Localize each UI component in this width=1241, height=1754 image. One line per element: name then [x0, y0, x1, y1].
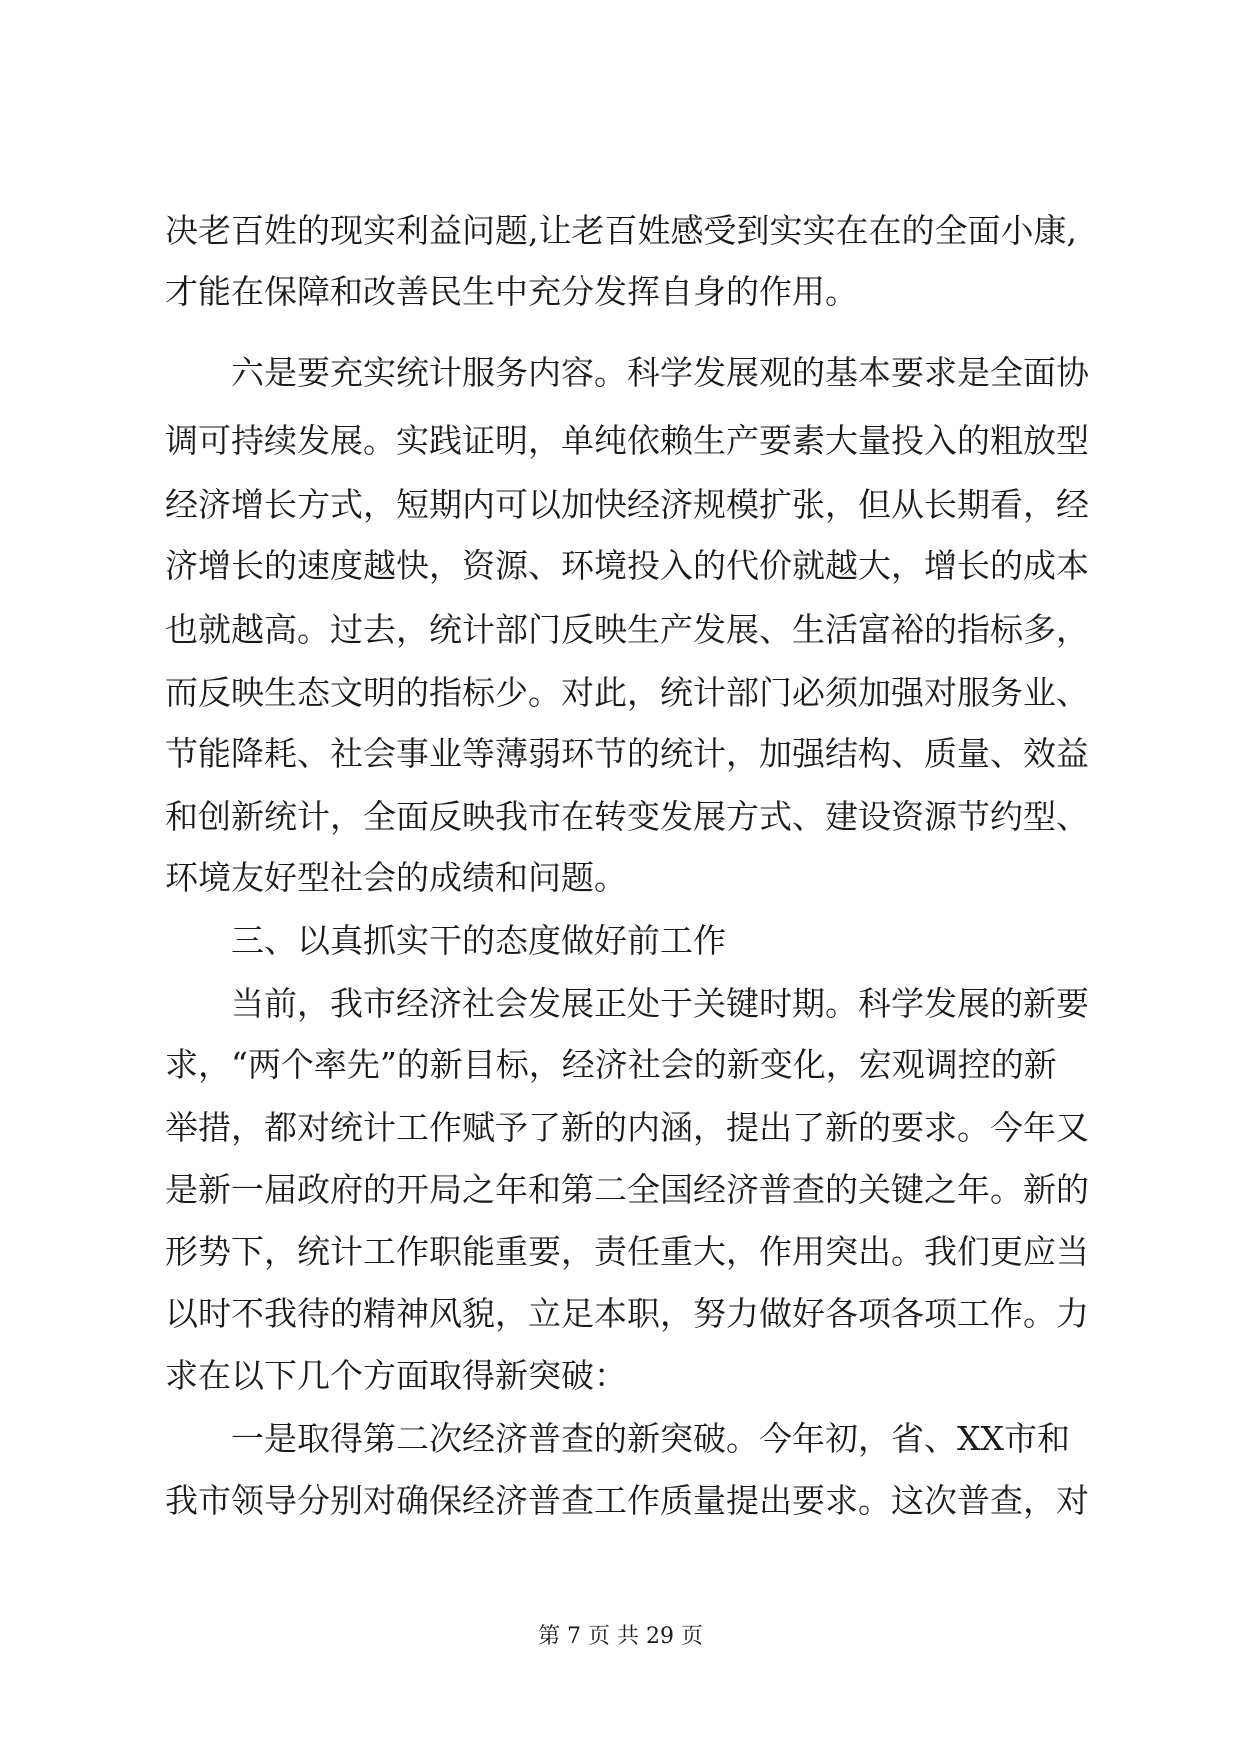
- line-text: 我市领导分别对确保经济普查工作质量提出要求。这次普查，对: [165, 1481, 1089, 1520]
- paragraph-start-line: [0, 343, 1241, 403]
- text-line: [0, 848, 1241, 908]
- text-line: [0, 475, 1241, 535]
- line-text: 才能在保障和改善民生中充分发挥自身的作用。: [165, 272, 858, 311]
- line-text: 是新一届政府的开局之年和第二全国经济普查的关键之年。新的: [165, 1170, 1089, 1209]
- line-text: 节能降耗、社会事业等薄弱环节的统计，加强结构、质量、效益: [165, 734, 1089, 773]
- text-line: [0, 1222, 1241, 1282]
- line-text: 也就越高。过去，统计部门反映生产发展、生活富裕的指标多，: [165, 610, 1089, 649]
- text-line: [0, 1035, 1241, 1095]
- line-text: 一是取得第二次经济普查的新突破。今年初，省、XX市和: [231, 1419, 1070, 1458]
- text-line: [0, 1346, 1241, 1406]
- section-heading: [0, 911, 1241, 971]
- text-line: [0, 1284, 1241, 1344]
- text-line: [0, 1471, 1241, 1531]
- text-line: [0, 600, 1241, 660]
- text-line: [0, 411, 1241, 471]
- line-text: 调可持续发展。实践证明，单纯依赖生产要素大量投入的粗放型: [165, 421, 1089, 460]
- line-text: 形势下，统计工作职能重要，责任重大，作用突出。我们更应当: [165, 1232, 1089, 1271]
- line-text: 以时不我待的精神风貌，立足本职，努力做好各项各项工作。力: [165, 1294, 1089, 1333]
- line-text: 六是要充实统计服务内容。科学发展观的基本要求是全面协: [231, 353, 1089, 392]
- text-line: [0, 536, 1241, 596]
- line-text: 济增长的速度越快，资源、环境投入的代价就越大，增长的成本: [165, 546, 1089, 585]
- line-text: 环境友好型社会的成绩和问题。: [165, 858, 627, 897]
- page-number-footer: 第 7 页 共 29 页: [538, 1624, 703, 1649]
- line-text: 和创新统计，全面反映我市在转变发展方式、建设资源节约型、: [165, 797, 1089, 836]
- line-text: 经济增长方式，短期内可以加快经济规模扩张，但从长期看，经: [165, 485, 1089, 524]
- line-text: 当前，我市经济社会发展正处于关键时期。科学发展的新要: [231, 984, 1089, 1023]
- text-line: [0, 262, 1241, 322]
- text-line: [0, 724, 1241, 784]
- line-text: 而反映生态文明的指标少。对此，统计部门必须加强对服务业、: [165, 673, 1089, 712]
- line-text: 举措，都对统计工作赋予了新的内涵，提出了新的要求。今年又: [165, 1108, 1089, 1147]
- line-text: 三、以真抓实干的态度做好前工作: [231, 921, 726, 960]
- text-line: [0, 663, 1241, 723]
- line-text: 求，“两个率先”的新目标，经济社会的新变化，宏观调控的新: [165, 1045, 1057, 1084]
- text-line: [0, 1160, 1241, 1220]
- paragraph-start-line: [0, 1409, 1241, 1469]
- line-text: 决老百姓的现实利益问题,让老百姓感受到实实在在的全面小康,: [165, 211, 1077, 250]
- line-text: 求在以下几个方面取得新突破：: [165, 1356, 627, 1395]
- text-line: [0, 201, 1241, 261]
- paragraph-start-line: [0, 974, 1241, 1034]
- text-line: [0, 787, 1241, 847]
- text-line: [0, 1098, 1241, 1158]
